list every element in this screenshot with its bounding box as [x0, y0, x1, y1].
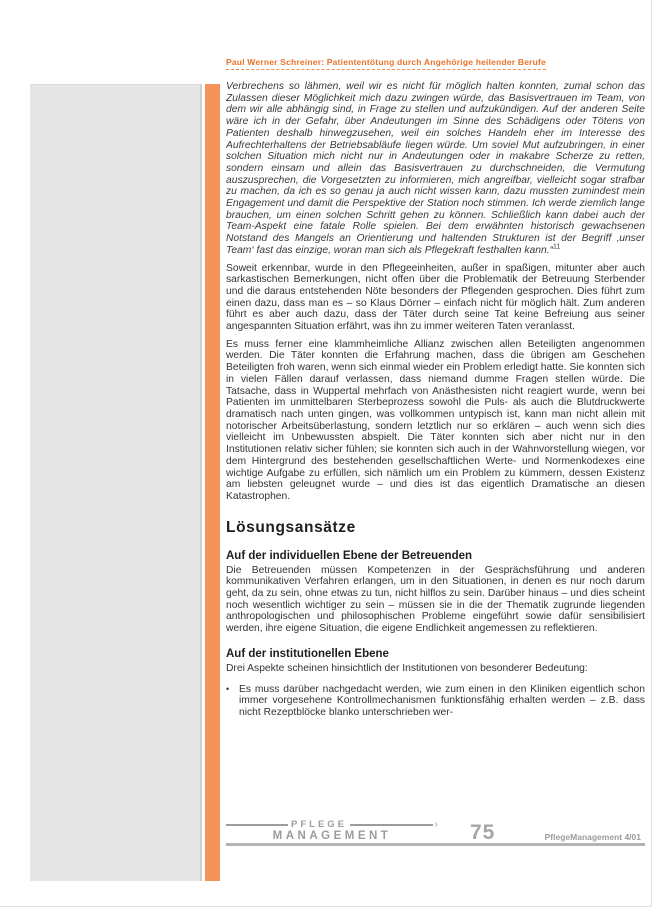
- subheading-institutional-level: Auf der institutionellen Ebene: [226, 647, 389, 660]
- body-paragraph: Die Betreuenden müssen Kompetenzen in der Gesprächsführung und anderen kommunikativen Verfahren erlangen, um in den Situationen, in denen es nur noch darum geht, da zu sein, ohne etwas zu tun, nicht hilflos zu sein. Darüber hinaus – und dies scheint noch wesentlich wichtiger zu sein – müssen sie in die der Thematik zugrunde liegenden anthropologischen und philosophischen Probleme eingeführt sowie dafür sensibilisiert werden, ihre eigene Situation, die eigene Endlichkeit angemessen zu reflektieren.: [226, 564, 645, 635]
- running-header: Paul Werner Schreiner: Patiententötung durch Angehörige heilender Berufe: [226, 57, 546, 70]
- body-paragraph: Drei Aspekte scheinen hinsichtlich der Institutionen von besonderer Bedeutung:: [226, 662, 588, 674]
- section-heading: Lösungsansätze: [226, 518, 356, 536]
- issue-label: PflegeManagement 4/01: [544, 832, 641, 842]
- footnote-marker: 11: [553, 243, 561, 251]
- bullet-item: [226, 684, 645, 719]
- page-footer: [226, 820, 645, 846]
- page-number: 75: [470, 821, 496, 844]
- bullet-icon: •: [226, 683, 230, 694]
- masthead-rule-left: [226, 824, 288, 826]
- body-paragraph: Soweit erkennbar, wurde in den Pflegeeinheiten, außer in spaßigen, mitunter aber auch sarkastischen Bemerkungen, nicht offen über die Problematik der Betreuung Sterbender und die daraus entstehenden Nöte besonders der Pflegenden gesprochen. Dies führt zum einen dazu, dass man es – so Klaus Dörner – einfach nicht für möglich hält. Zum anderen führt es aber auch dazu, dass der Täter durch seine Tat keine Befreiung aus seiner angespannten Situation erfährt, was ihn zu immer weiteren Taten veranlasst.: [226, 262, 645, 333]
- masthead-rule-right: [350, 824, 433, 826]
- masthead-word-pflege: PFLEGE: [291, 819, 348, 830]
- orange-accent-bar: [205, 84, 220, 881]
- quote-paragraph: [226, 81, 645, 257]
- article-column: [226, 52, 645, 820]
- masthead-top-row: [226, 820, 438, 829]
- body-paragraph: Es muss ferner eine klammheimliche Allianz zwischen allen Beteiligten angenommen werden. Die Täter konnten die Erfahrung machen, dass die übrigen am Geschehen Beteiligten froh waren, wenn sich einmal wieder ein Problem erledigt hatte. Sie konnten sich in vielen Fällen darauf verlassen, dass niemand dumme Fragen stellen würde. Die Tatsache, dass in Wuppertal mehrfach von Anästhesisten nicht reagiert wurde, wenn bei Patienten im unmittelbaren Sterbeprozess sowohl die Puls- als auch die Blutdruckwerte dramatisch nach unten gingen, was vollkommen untypisch ist, kann man nicht allein mit notorischer Arbeitsüberlastung, sondern letztlich nur so erklären – auch wenn sich dies vielleicht im Unbewussten abspielt. Die Täter konnten sich aber nicht nur in den Institutionen relativ sicher fühlen; sie konnten sich auch in der Wahnvorstellung wiegen, vor dem Hintergrund des bestehenden gesellschaftlichen Werte- und Normenkodexes eine wichtige Aufgabe zu erfüllen, sich nämlich um ein Problem zu kümmern, dessen Existenz am liebsten geleugnet wurde – und dies ist das eigentlich Dramatische an diesen Katastrophen.: [226, 338, 645, 502]
- subheading-individual-level: Auf der individuellen Ebene der Betreuenden: [226, 549, 473, 562]
- left-gray-panel: [30, 84, 202, 881]
- masthead-word-management: MANAGEMENT: [272, 830, 392, 842]
- bullet-text: Es muss darüber nachgedacht werden, wie zum einen in den Kliniken eigentlich schon immer vorgesehene Kontrollmechanismen funktionsfähig erhalten werden – z.B. dass nicht Rezeptblöcke blanko unterschrieben wer-: [239, 683, 645, 718]
- quote-text: Verbrechens so lähmen, weil wir es nicht für möglich halten konnten, zumal schon das Zulassen dieser Möglichkeit mich dazu zwingen würde, das Basisvertrauen im Team, von dem wir alle abhängig sind, in Frage zu stellen und aufzukündigen. Auf der anderen Seite wäre ich in der Gefahr, über Andeutungen im Sinne des Schädigens oder Tötens von Patienten deshalb hinwegzusehen, weil ein solches Handeln eher im Interesse des Aufrechterhaltens der Betriebsabläufe liegen würde. Um soviel Mut aufzubringen, in einer solchen Situation mich nicht nur in Andeutungen oder in makabre Scherze zu retten, sondern einsam und allein das Basisvertrauen zu durchschneiden, die Vermutung auszusprechen, die Vorgesetzten zu informieren, mich angreifbar, vielleicht sogar strafbar zu machen, da ich es so genau ja auch nicht wissen kann, dazu mussten zumindest mein Engagement und damit die Perspektive der Station noch stimmen. Ich werde ziemlich lange brauchen, um einen solchen Schritt gehen zu können. Schließlich kann dabei auch der Team-Aspekt eine fatale Rolle spielen. Bei dem erwähnten historisch gewachsenen Notstand des Mangels an Orientierung und haltenden Strukturen ist der Begriff ‚unser Team‘ fast das einzige, woran man sich als Pflegekraft festhalten kann.“: [226, 81, 645, 256]
- footer-row: [226, 820, 645, 846]
- chevron-right-icon: ›: [434, 818, 438, 830]
- journal-masthead: [226, 820, 438, 842]
